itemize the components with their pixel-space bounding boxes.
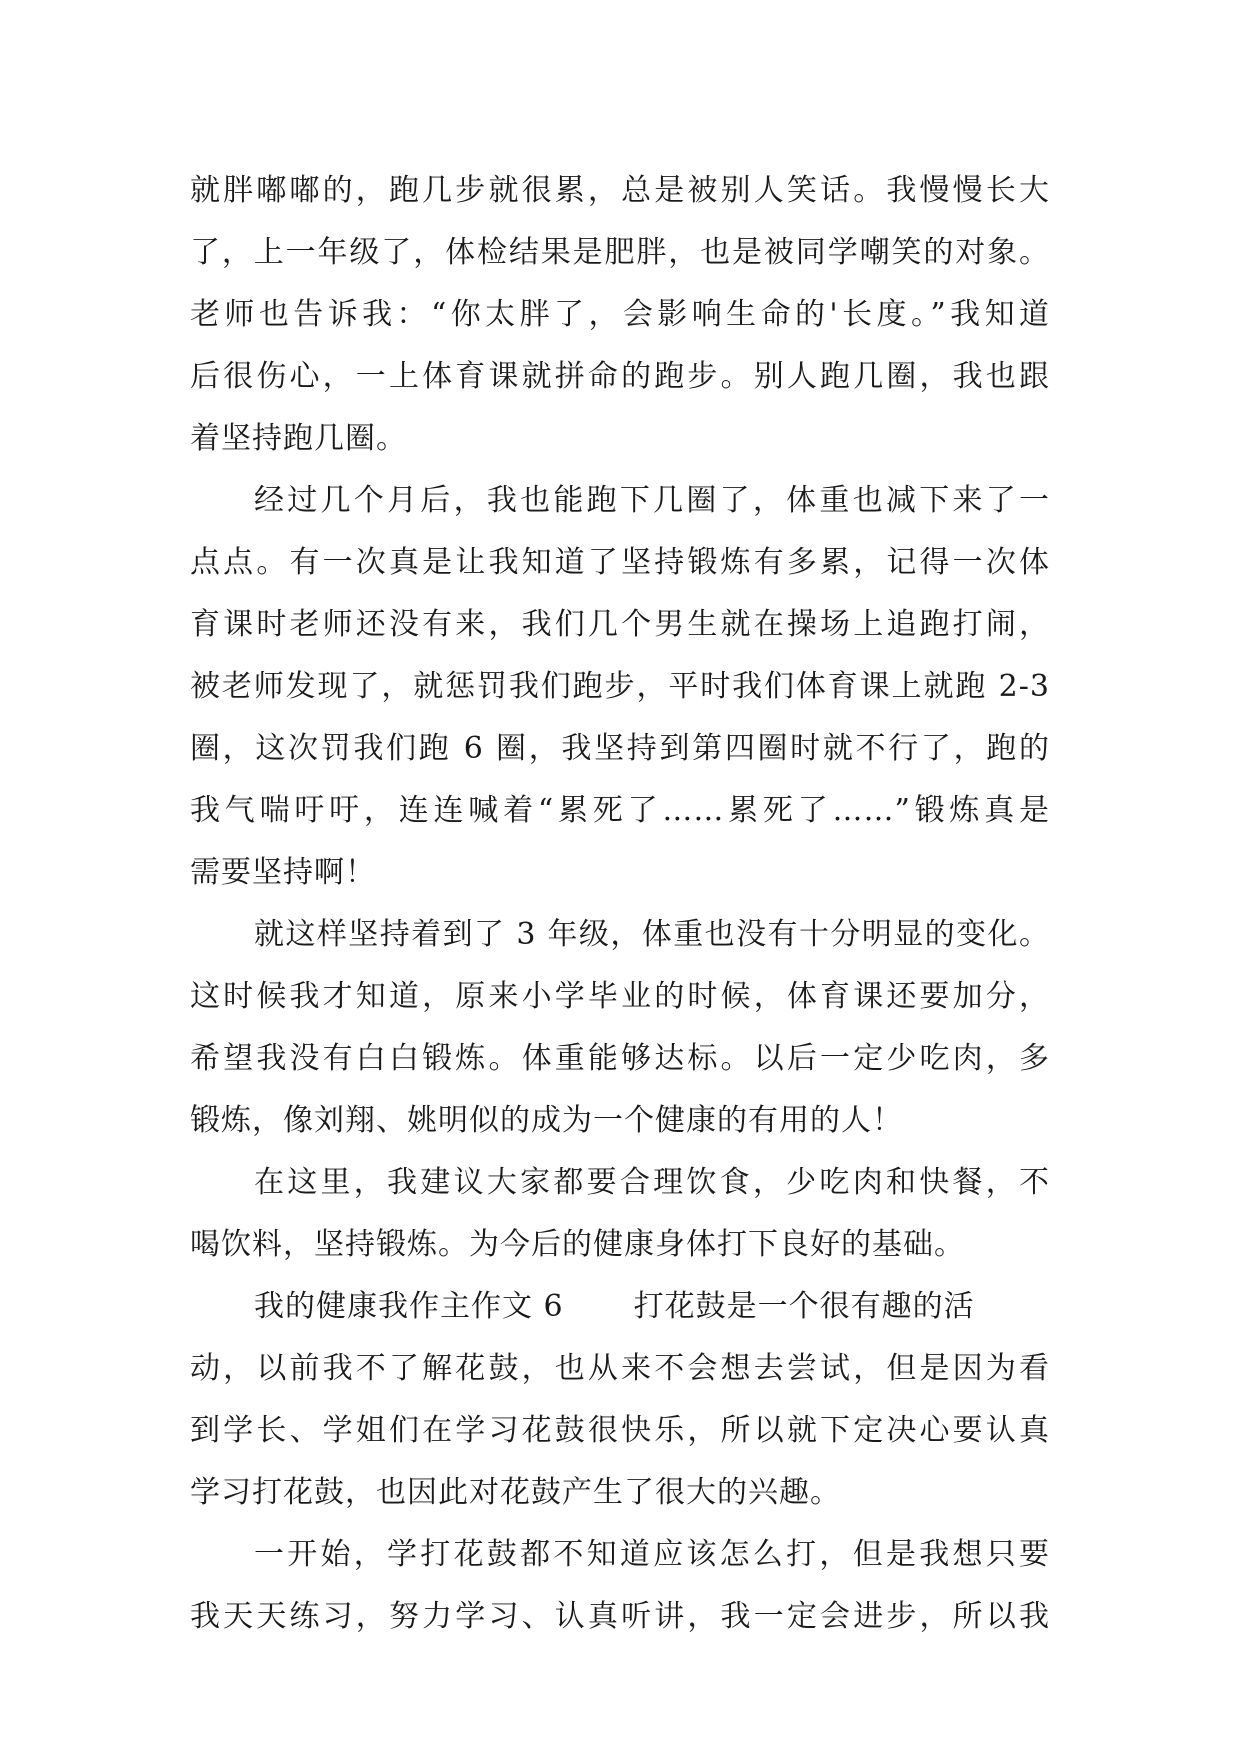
text-line: 被老师发现了，就惩罚我们跑步，平时我们体育课上就跑 2-3 — [190, 669, 1050, 704]
text-line: 就胖嘟嘟的，跑几步就很累，总是被别人笑话。我慢慢长大 — [190, 173, 1050, 208]
essay-body — [190, 160, 1050, 1648]
text-line: 我气喘吁吁，连连喊着“累死了……累死了……”锻炼真是 — [190, 793, 1050, 828]
text-line: 育课时老师还没有来，我们几个男生就在操场上追跑打闹， — [190, 607, 1050, 642]
text-line: 到学长、学姐们在学习花鼓很快乐，所以就下定决心要认真 — [190, 1413, 1050, 1448]
text-line: 后很伤心，一上体育课就拼命的跑步。别人跑几圈，我也跟 — [190, 359, 1050, 394]
essay-heading-line — [190, 1276, 1050, 1338]
text-line: 圈，这次罚我们跑 6 圈，我坚持到第四圈时就不行了，跑的 — [190, 731, 1050, 766]
text-line: 锻炼，像刘翔、姚明似的成为一个健康的有用的人！ — [190, 1103, 903, 1138]
essay-heading: 我的健康我作主作文 6 — [254, 1289, 564, 1324]
paragraph-start-line: 就这样坚持着到了 3 年级，体重也没有十分明显的变化。 — [254, 917, 1050, 952]
text-line: 我天天练习，努力学习、认真听讲，我一定会进步，所以我 — [190, 1599, 1050, 1634]
text-line: 点点。有一次真是让我知道了坚持锻炼有多累，记得一次体 — [190, 545, 1050, 580]
text-line: 老师也告诉我：“你太胖了，会影响生命的'长度。”我知道 — [190, 297, 1050, 332]
heading-continuation: 打花鼓是一个很有趣的活 — [633, 1289, 975, 1324]
text-line: 学习打花鼓，也因此对花鼓产生了很大的兴趣。 — [190, 1475, 841, 1510]
text-line: 了，上一年级了，体检结果是肥胖，也是被同学嘲笑的对象。 — [190, 235, 1050, 270]
text-line: 这时候我才知道，原来小学毕业的时候，体育课还要加分， — [190, 979, 1050, 1014]
paragraph-start-line: 在这里，我建议大家都要合理饮食，少吃肉和快餐，不 — [254, 1165, 1050, 1200]
text-line: 喝饮料，坚持锻炼。为今后的健康身体打下良好的基础。 — [190, 1227, 965, 1262]
text-line: 动，以前我不了解花鼓，也从来不会想去尝试，但是因为看 — [190, 1351, 1050, 1386]
text-line: 需要坚持啊！ — [190, 855, 376, 890]
text-line: 希望我没有白白锻炼。体重能够达标。以后一定少吃肉，多 — [190, 1041, 1050, 1076]
text-line: 着坚持跑几圈。 — [190, 421, 407, 456]
paragraph-start-line: 一开始，学打花鼓都不知道应该怎么打，但是我想只要 — [254, 1537, 1050, 1572]
paragraph-start-line: 经过几个月后，我也能跑下几圈了，体重也减下来了一 — [254, 483, 1050, 518]
